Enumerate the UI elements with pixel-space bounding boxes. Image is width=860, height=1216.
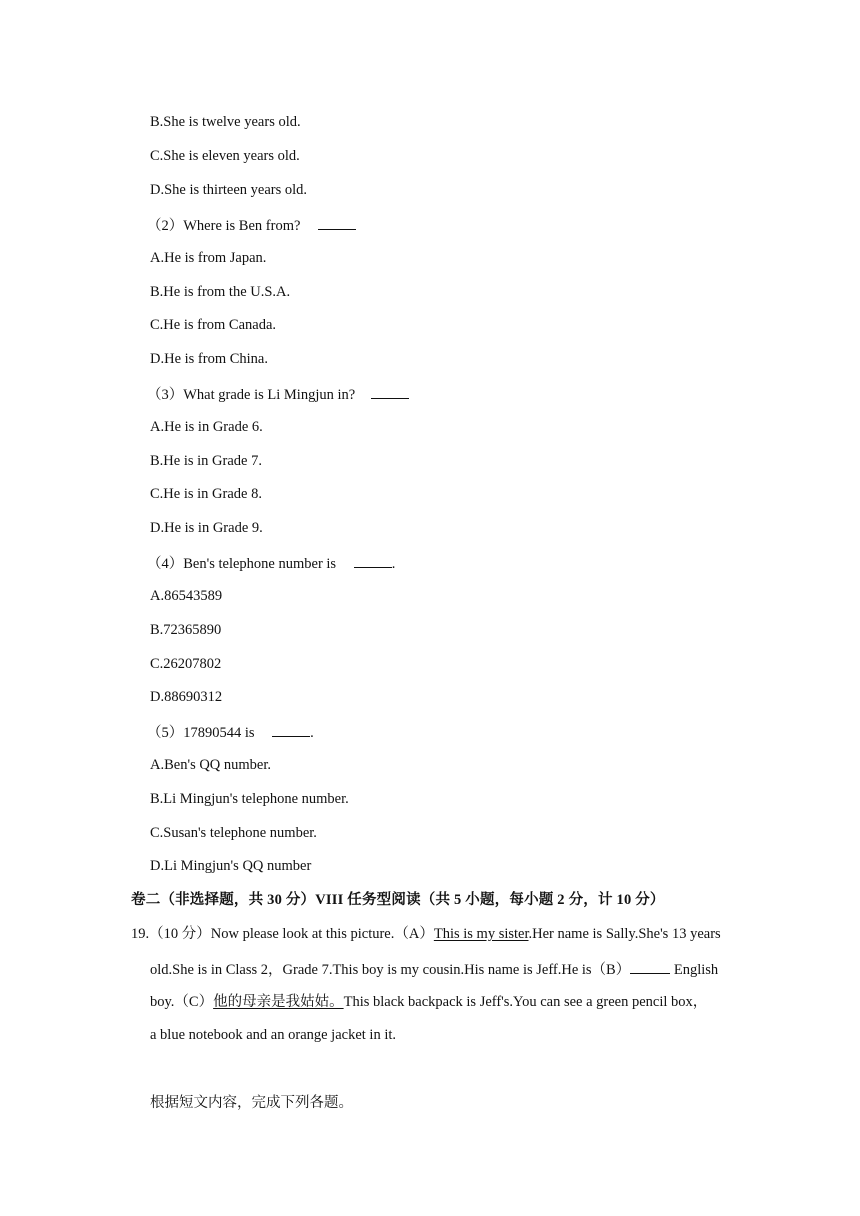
section-heading: 卷二（非选择题，共 30 分）VIII 任务型阅读（共 5 小题，每小题 2 分，计 10 分） — [131, 892, 665, 908]
q5-option-a: A.Ben's QQ number. — [150, 757, 272, 773]
q19-underlined-c: 他的母亲是我姑姑。 — [213, 994, 344, 1010]
q3-option-a: A.He is in Grade 6. — [150, 419, 263, 435]
q1-option-d: D.She is thirteen years old. — [150, 182, 308, 198]
q3-stem-text: （3）What grade is Li Mingjun in? — [147, 387, 356, 403]
q1-option-c: C.She is eleven years old. — [150, 148, 300, 164]
q2-option-b: B.He is from the U.S.A. — [150, 284, 291, 300]
q2-option-d: D.He is from China. — [150, 351, 268, 367]
q3-option-c: C.He is in Grade 8. — [150, 486, 262, 502]
q3-option-d: D.He is in Grade 9. — [150, 520, 263, 536]
q4-option-d: D.88690312 — [150, 689, 223, 705]
q19-blank-b — [630, 959, 670, 974]
q19-underlined-a: This is my sister — [433, 926, 529, 942]
q19-line1-a: Now please look at this picture.（A） — [210, 926, 434, 942]
q2-answer-blank — [318, 215, 356, 230]
q4-option-c: C.26207802 — [150, 656, 222, 672]
q19-line1-b: .Her name is Sally.She's 13 years — [528, 926, 721, 942]
q19-line-1 — [131, 925, 732, 943]
q5-option-d: D.Li Mingjun's QQ number — [150, 858, 312, 874]
q2-stem — [147, 215, 356, 235]
q19-line2-b: English — [670, 962, 719, 978]
q19-line2-text: old.She is in Class 2，Grade 7.This boy is my cousin.His name is Jeff.He is（B） — [150, 962, 631, 978]
q19-line-4: a blue notebook and an orange jacket in it. — [150, 1027, 397, 1043]
q4-answer-blank — [354, 553, 392, 568]
q5-option-b: B.Li Mingjun's telephone number. — [150, 791, 349, 807]
q5-option-c: C.Susan's telephone number. — [150, 825, 317, 841]
q4-option-b: B.72365890 — [150, 622, 222, 638]
q19-line3-a: boy.（C） — [150, 994, 214, 1010]
q3-answer-blank — [371, 384, 409, 399]
q5-stem-end: . — [310, 725, 314, 741]
q19-line3-b: This black backpack is Jeff's.You can see a green pencil box， — [343, 994, 708, 1010]
q2-option-c: C.He is from Canada. — [150, 317, 277, 333]
q5-stem-text: （5）17890544 is — [147, 725, 255, 741]
q2-option-a: A.He is from Japan. — [150, 250, 267, 266]
q5-answer-blank — [272, 722, 310, 737]
instruction-text: 根据短文内容，完成下列各题。 — [150, 1095, 353, 1111]
q4-option-a: A.86543589 — [150, 588, 223, 604]
q4-stem-text: （4）Ben's telephone number is — [147, 556, 337, 572]
q3-option-b: B.He is in Grade 7. — [150, 453, 262, 469]
q1-option-b: B.She is twelve years old. — [150, 114, 301, 130]
q19-line-2 — [150, 959, 718, 979]
q19-line-3 — [150, 993, 707, 1011]
q4-stem-end: . — [391, 556, 396, 572]
q3-stem — [147, 384, 409, 404]
q5-stem — [147, 722, 314, 742]
q2-stem-text: （2）Where is Ben from? — [147, 218, 301, 234]
q19-number-score: 19.（10 分） — [131, 926, 211, 942]
q4-stem — [147, 553, 395, 573]
